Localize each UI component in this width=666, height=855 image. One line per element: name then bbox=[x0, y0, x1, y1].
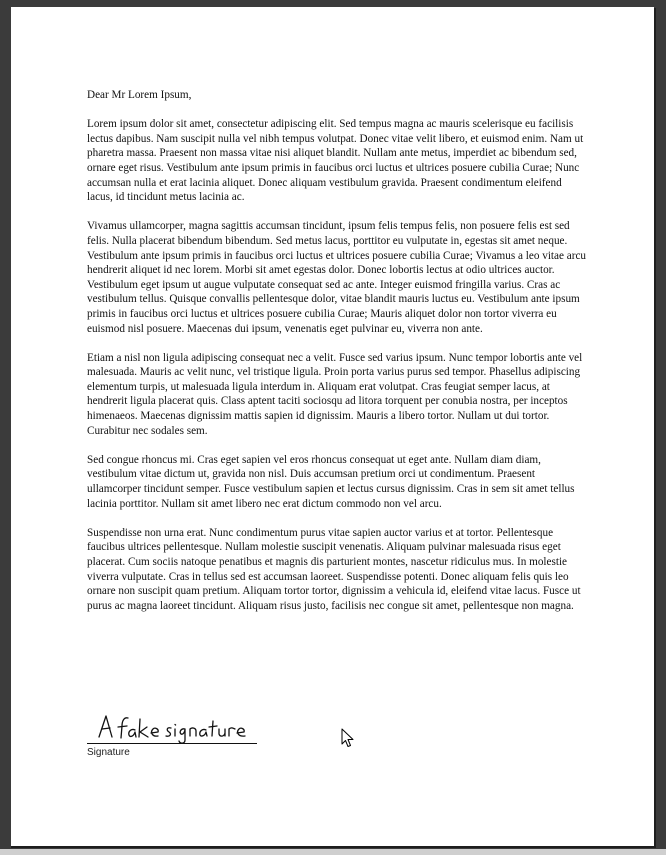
document-page bbox=[11, 7, 654, 846]
viewer-bottom-edge bbox=[0, 849, 666, 855]
letter-paragraph: Lorem ipsum dolor sit amet, consectetur adipiscing elit. Sed tempus magna ac mauris scelerisque eu facilisis lectus dapibus. Nam suscipit nulla vel nibh tempus volutpat. Donec vitae velit libero, et euismod enim. Nam ut pharetra massa. Praesent non massa vitae nisi aliquet blandit. Nullam ante metus, imperdiet ac bibendum sed, ornare eget risus. Vestibulum ante ipsum primis in faucibus orci luctus et ultrices posuere cubilia Curae; Nunc accumsan nulla et erat lacinia aliquet. Donec aliquam vestibulum gravida. Praesent condimentum eleifend lacus, id tincidunt metus lacinia ac. bbox=[87, 118, 584, 204]
letter-paragraph: Sed congue rhoncus mi. Cras eget sapien vel eros rhoncus consequat ut eget ante. Nullam diam diam, vestibulum vitae dictum ut, gravida non nisl. Duis accumsan pretium orci ut condimentum. Praesent ullamcorper tincidunt semper. Fusce vestibulum sapien et lectus cursus dignissim. Cras in sem sit amet tellus lacinia porttitor. Nullam sit amet libero nec erat dictum commodo non vel arcu. bbox=[87, 453, 575, 510]
letter-paragraph: Vivamus ullamcorper, magna sagittis accumsan tincidunt, ipsum felis tempus felis, non posuere felis est sed felis. Nulla placerat bibendum bibendum. Sed metus lacus, porttitor eu vulputate in, egestas sit amet neque. Vestibulum ante ipsum primis in faucibus orci luctus et ultrices posuere cubilia Curae; Vivamus a leo vitae arcu hendrerit aliquet id nec lorem. Morbi sit amet egestas dolor. Donec lobortis lectus at odio ultrices auctor. Vestibulum eget ipsum ut augue vulputate consequat sed ac ante. Integer euismod fringilla varius. Cras ac vestibulum tellus. Quisque convallis pellentesque dolor, vitae blandit mauris luctus eu. Vestibulum ante ipsum primis in faucibus orci luctus et ultrices posuere cubilia Curae; Mauris aliquet dolor non tortor viverra eu euismod nisl posuere. Maecenas dui ipsum, venenatis eget pulvinar eu, viverra non ante. bbox=[87, 220, 587, 335]
letter-body bbox=[87, 88, 587, 628]
mouse-pointer-icon bbox=[341, 728, 355, 748]
letter-greeting: Dear Mr Lorem Ipsum, bbox=[87, 89, 192, 101]
signature-label: Signature bbox=[87, 747, 130, 758]
signature-block bbox=[87, 710, 267, 758]
letter-paragraph: Etiam a nisl non ligula adipiscing consequat nec a velit. Fusce sed varius ipsum. Nunc tempor lobortis ante vel malesuada. Mauris ac velit nunc, vel tristique ligula. Proin porta varius purus sed tempor. Phasellus adipiscing elementum turpis, ut malesuada ligula interdum in. Aliquam erat volutpat. Cras feugiat semper lacus, at hendrerit ligula placerat quis. Class aptent taciti sociosqu ad litora torquent per conubia nostra, per inceptos himenaeos. Maecenas dignissim mattis sapien id dignissim. Mauris a libero tortor. Nullam ut dui tortor. Curabitur nec sodales sem. bbox=[87, 351, 583, 437]
letter-paragraph: Suspendisse non urna erat. Nunc condimentum purus vitae sapien auctor varius et at tortor. Pellentesque faucibus ultrices pellentesque. Nullam molestie suscipit venenatis. Aliquam pulvinar malesuada risus eget placerat. Cum sociis natoque penatibus et magnis dis parturient montes, nascetur ridiculus mus. In molestie viverra vulputate. Cras in tellus sed est accumsan laoreet. Suspendisse potenti. Donec aliquam felis quis leo ornare non suscipit quam pretium. Aliquam tortor tortor, dignissim a vehicula id, eleifend vitae lacus. Fusce ut purus ac magna laoreet tincidunt. Aliquam risus justo, facilisis nec congue sit amet, pellentesque non magna. bbox=[87, 526, 581, 612]
handwritten-signature bbox=[87, 710, 257, 746]
